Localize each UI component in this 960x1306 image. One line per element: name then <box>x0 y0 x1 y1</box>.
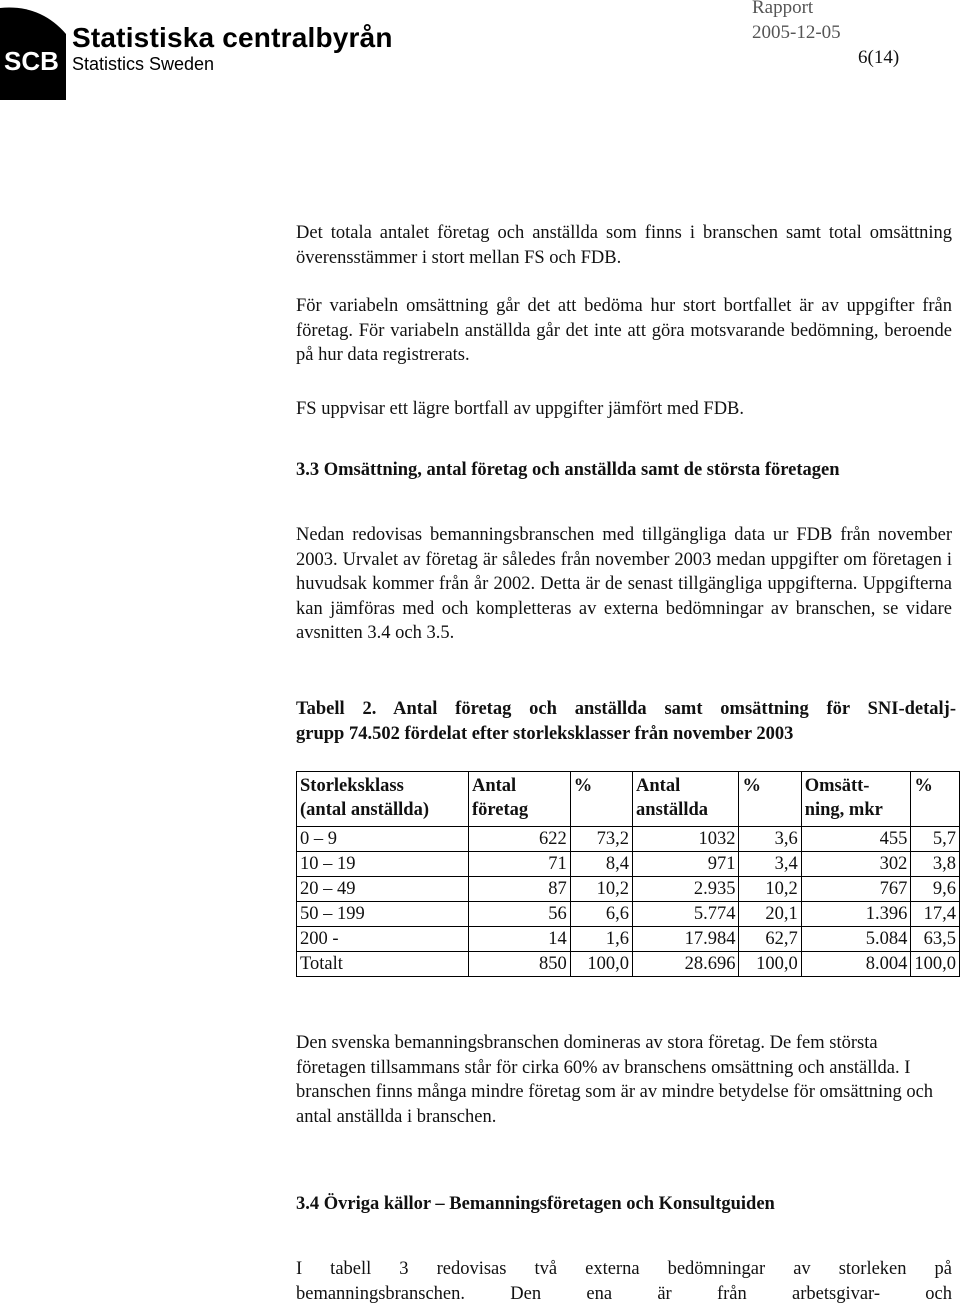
employees-pct-cell: 20,1 <box>739 902 801 927</box>
page-number: 6(14) <box>858 47 899 69</box>
employees-cell: 2.935 <box>633 877 739 902</box>
table-row <box>297 877 960 902</box>
companies-cell: 850 <box>468 952 570 977</box>
companies-pct-cell: 100,0 <box>570 952 632 977</box>
turnover-pct-cell: 9,6 <box>911 877 960 902</box>
turnover-pct-cell: 5,7 <box>911 827 960 852</box>
employees-cell: 17.984 <box>633 927 739 952</box>
paragraph <box>296 1257 952 1306</box>
document-type: Rapport <box>752 0 813 19</box>
companies-pct-cell: 8,4 <box>570 852 632 877</box>
size-class-cell: 20 – 49 <box>297 877 469 902</box>
companies-cell: 71 <box>468 852 570 877</box>
col-header-size-class: Storleksklass (antal anställda) <box>297 772 469 827</box>
table-row <box>297 902 960 927</box>
paragraph: Det totala antalet företag och anställda som finns i branschen samt total omsättning överensstämmer i stort mellan FS och FDB. <box>296 221 952 270</box>
employees-pct-cell: 100,0 <box>739 952 801 977</box>
size-class-cell: Totalt <box>297 952 469 977</box>
col-header-employees: Antal anställda <box>633 772 739 827</box>
turnover-pct-cell: 63,5 <box>911 927 960 952</box>
employees-cell: 1032 <box>633 827 739 852</box>
companies-cell: 622 <box>468 827 570 852</box>
col-header-turnover-pct: % <box>911 772 960 827</box>
col-header-turnover: Omsätt- ning, mkr <box>801 772 911 827</box>
org-name: Statistiska centralbyrån <box>72 22 393 54</box>
size-class-cell: 10 – 19 <box>297 852 469 877</box>
col-header-employees-pct: % <box>739 772 801 827</box>
turnover-cell: 767 <box>801 877 911 902</box>
table-caption <box>296 697 956 746</box>
col-header-companies-pct: % <box>570 772 632 827</box>
companies-cell: 14 <box>468 927 570 952</box>
logo-mark-text: SCB <box>4 46 59 76</box>
companies-pct-cell: 1,6 <box>570 927 632 952</box>
companies-pct-cell: 6,6 <box>570 902 632 927</box>
employees-pct-cell: 3,6 <box>739 827 801 852</box>
document-date: 2005-12-05 <box>752 22 841 44</box>
paragraph: För variabeln omsättning går det att bedöma hur stort bortfallet är av uppgifter från företag. För variabeln anställda går det inte att göra motsvarande bedömning, beroende på hur data registrerats. <box>296 294 952 368</box>
companies-cell: 56 <box>468 902 570 927</box>
table-row <box>297 927 960 952</box>
table-header-row <box>297 772 960 827</box>
turnover-pct-cell: 3,8 <box>911 852 960 877</box>
turnover-pct-cell: 100,0 <box>911 952 960 977</box>
employees-pct-cell: 3,4 <box>739 852 801 877</box>
turnover-cell: 1.396 <box>801 902 911 927</box>
section-heading: 3.3 Omsättning, antal företag och anställda samt de största företagen <box>296 458 956 483</box>
companies-pct-cell: 10,2 <box>570 877 632 902</box>
turnover-pct-cell: 17,4 <box>911 902 960 927</box>
companies-pct-cell: 73,2 <box>570 827 632 852</box>
turnover-cell: 8.004 <box>801 952 911 977</box>
table-caption-line: Tabell 2. Antal företag och anställda samt omsättning för SNI-detalj- <box>296 697 956 722</box>
companies-cell: 87 <box>468 877 570 902</box>
employees-pct-cell: 10,2 <box>739 877 801 902</box>
table-caption-line: grupp 74.502 fördelat efter storleksklasser från november 2003 <box>296 722 956 747</box>
paragraph-line: I tabell 3 redovisas två externa bedömningar av storleken på <box>296 1257 952 1282</box>
turnover-cell: 455 <box>801 827 911 852</box>
size-class-cell: 50 – 199 <box>297 902 469 927</box>
scb-logo-icon <box>0 4 66 100</box>
employees-cell: 971 <box>633 852 739 877</box>
size-class-cell: 200 - <box>297 927 469 952</box>
table-row-total <box>297 952 960 977</box>
paragraph: Den svenska bemanningsbranschen domineras av stora företag. De fem största företagen tillsammans står för cirka 60% av branschens omsättning och anställda. I branschen finns många mindre företag som är av mindre betydelse för omsättning och antal anställda i branschen. <box>296 1031 936 1129</box>
table-row <box>297 852 960 877</box>
section-heading: 3.4 Övriga källor – Bemanningsföretagen och Konsultguiden <box>296 1192 956 1217</box>
employees-cell: 5.774 <box>633 902 739 927</box>
paragraph-line: bemanningsbranschen. Den ena är från arbetsgivar- och <box>296 1282 952 1306</box>
turnover-cell: 302 <box>801 852 911 877</box>
org-name-en: Statistics Sweden <box>72 54 214 75</box>
size-class-cell: 0 – 9 <box>297 827 469 852</box>
employees-cell: 28.696 <box>633 952 739 977</box>
table-row <box>297 827 960 852</box>
employees-pct-cell: 62,7 <box>739 927 801 952</box>
paragraph: FS uppvisar ett lägre bortfall av uppgifter jämfört med FDB. <box>296 397 952 422</box>
size-class-table <box>296 771 960 977</box>
col-header-companies: Antal företag <box>468 772 570 827</box>
paragraph: Nedan redovisas bemanningsbranschen med tillgängliga data ur FDB från november 2003. Urvalet av företag är således från november 2003 medan uppgifter om företagen i huvudsak kommer från år 2002. Detta är de senast tillgängliga uppgifterna. Uppgifterna kan jämföras med och kompletteras av externa bedömningar av branschen, se vidare avsnitten 3.4 och 3.5. <box>296 523 952 646</box>
turnover-cell: 5.084 <box>801 927 911 952</box>
